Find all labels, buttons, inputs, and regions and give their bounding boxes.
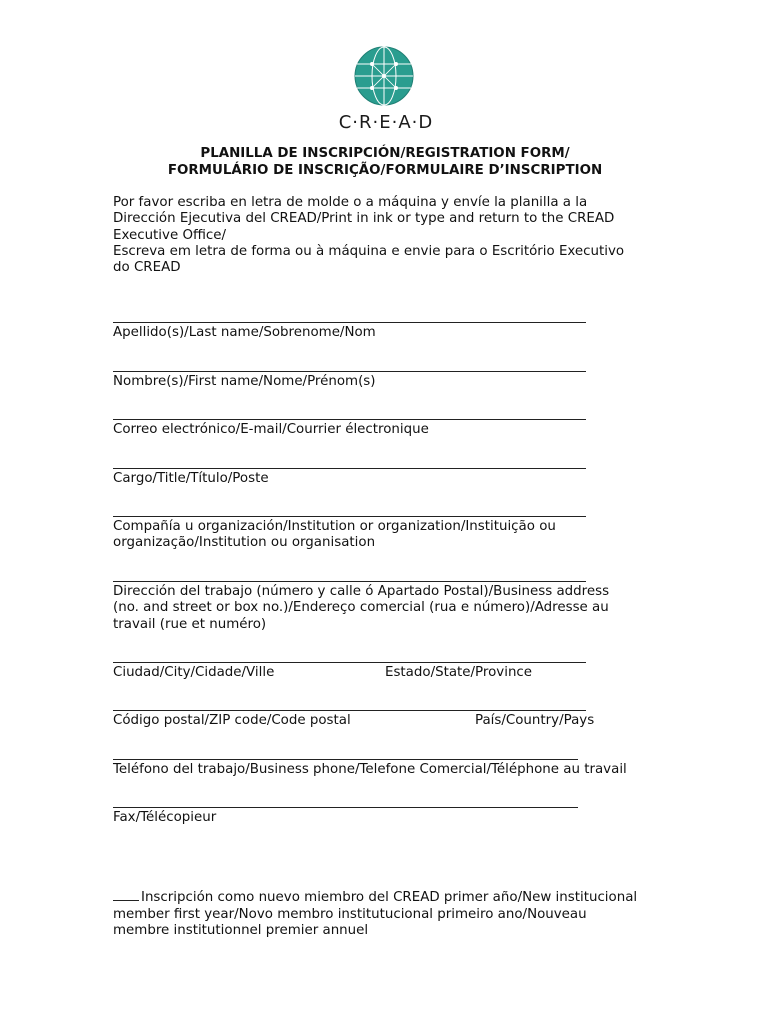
email-label: Correo electrónico/E-mail/Courrier électronique (113, 422, 429, 437)
phone-label: Teléfono del trabajo/Business phone/Telefone Comercial/Téléphone au travail (113, 762, 627, 777)
cread-logo (324, 44, 448, 140)
fax-field[interactable] (113, 807, 578, 808)
instructions-pt: Escreva em letra de forma ou à máquina e envie para o Escritório Executivo do CREAD (113, 244, 625, 276)
membership-option (113, 874, 673, 939)
job-title-field[interactable] (113, 468, 586, 469)
form-title-line-2: FORMULÁRIO DE INSCRIÇÃO/FORMULAIRE D’INSCRIPTION (167, 163, 603, 178)
city-state-field[interactable] (113, 662, 586, 663)
city-label: Ciudad/City/Cidade/Ville (113, 665, 275, 680)
organization-field[interactable] (113, 516, 586, 517)
postal-country-field[interactable] (113, 710, 586, 711)
first-name-label: Nombre(s)/First name/Nome/Prénom(s) (113, 374, 376, 389)
globe-logo-icon (354, 46, 414, 106)
email-field[interactable] (113, 419, 586, 420)
address-field[interactable] (113, 581, 586, 582)
first-name-field[interactable] (113, 371, 586, 372)
address-label: Dirección del trabajo (número y calle ó Apartado Postal)/Business address (no. and street or box no.)/Endereço comercial (rua e número)/Adresse au travail (rue et numéro) (113, 584, 610, 632)
country-label: País/Country/Pays (475, 713, 595, 728)
fax-label: Fax/Télécopieur (113, 810, 217, 825)
last-name-field[interactable] (113, 322, 586, 323)
organization-label: Compañía u organización/Institution or organization/Instituição ou organização/Institution ou organisation (113, 519, 556, 551)
logo-wordmark: C·R·E·A·D (338, 112, 434, 133)
job-title-label: Cargo/Title/Título/Poste (113, 471, 269, 486)
state-label: Estado/State/Province (385, 665, 533, 680)
postal-code-label: Código postal/ZIP code/Code postal (113, 713, 351, 728)
membership-option-label: Inscripción como nuevo miembro del CREAD primer año/New institucional member first year/Novo membro institutucional primeiro ano/Nouveau membre institutionnel premier annuel (113, 890, 638, 938)
form-title-line-1: PLANILLA DE INSCRIPCIÓN/REGISTRATION FORM/ (200, 146, 570, 161)
instructions-es-en: Por favor escriba en letra de molde o a máquina y envíe la planilla a la Dirección Ejecutiva del CREAD/Print in ink or type and return to the CREAD Executive Office/ (113, 195, 615, 243)
phone-field[interactable] (113, 759, 578, 760)
membership-check-field[interactable] (113, 900, 139, 901)
last-name-label: Apellido(s)/Last name/Sobrenome/Nom (113, 325, 376, 340)
